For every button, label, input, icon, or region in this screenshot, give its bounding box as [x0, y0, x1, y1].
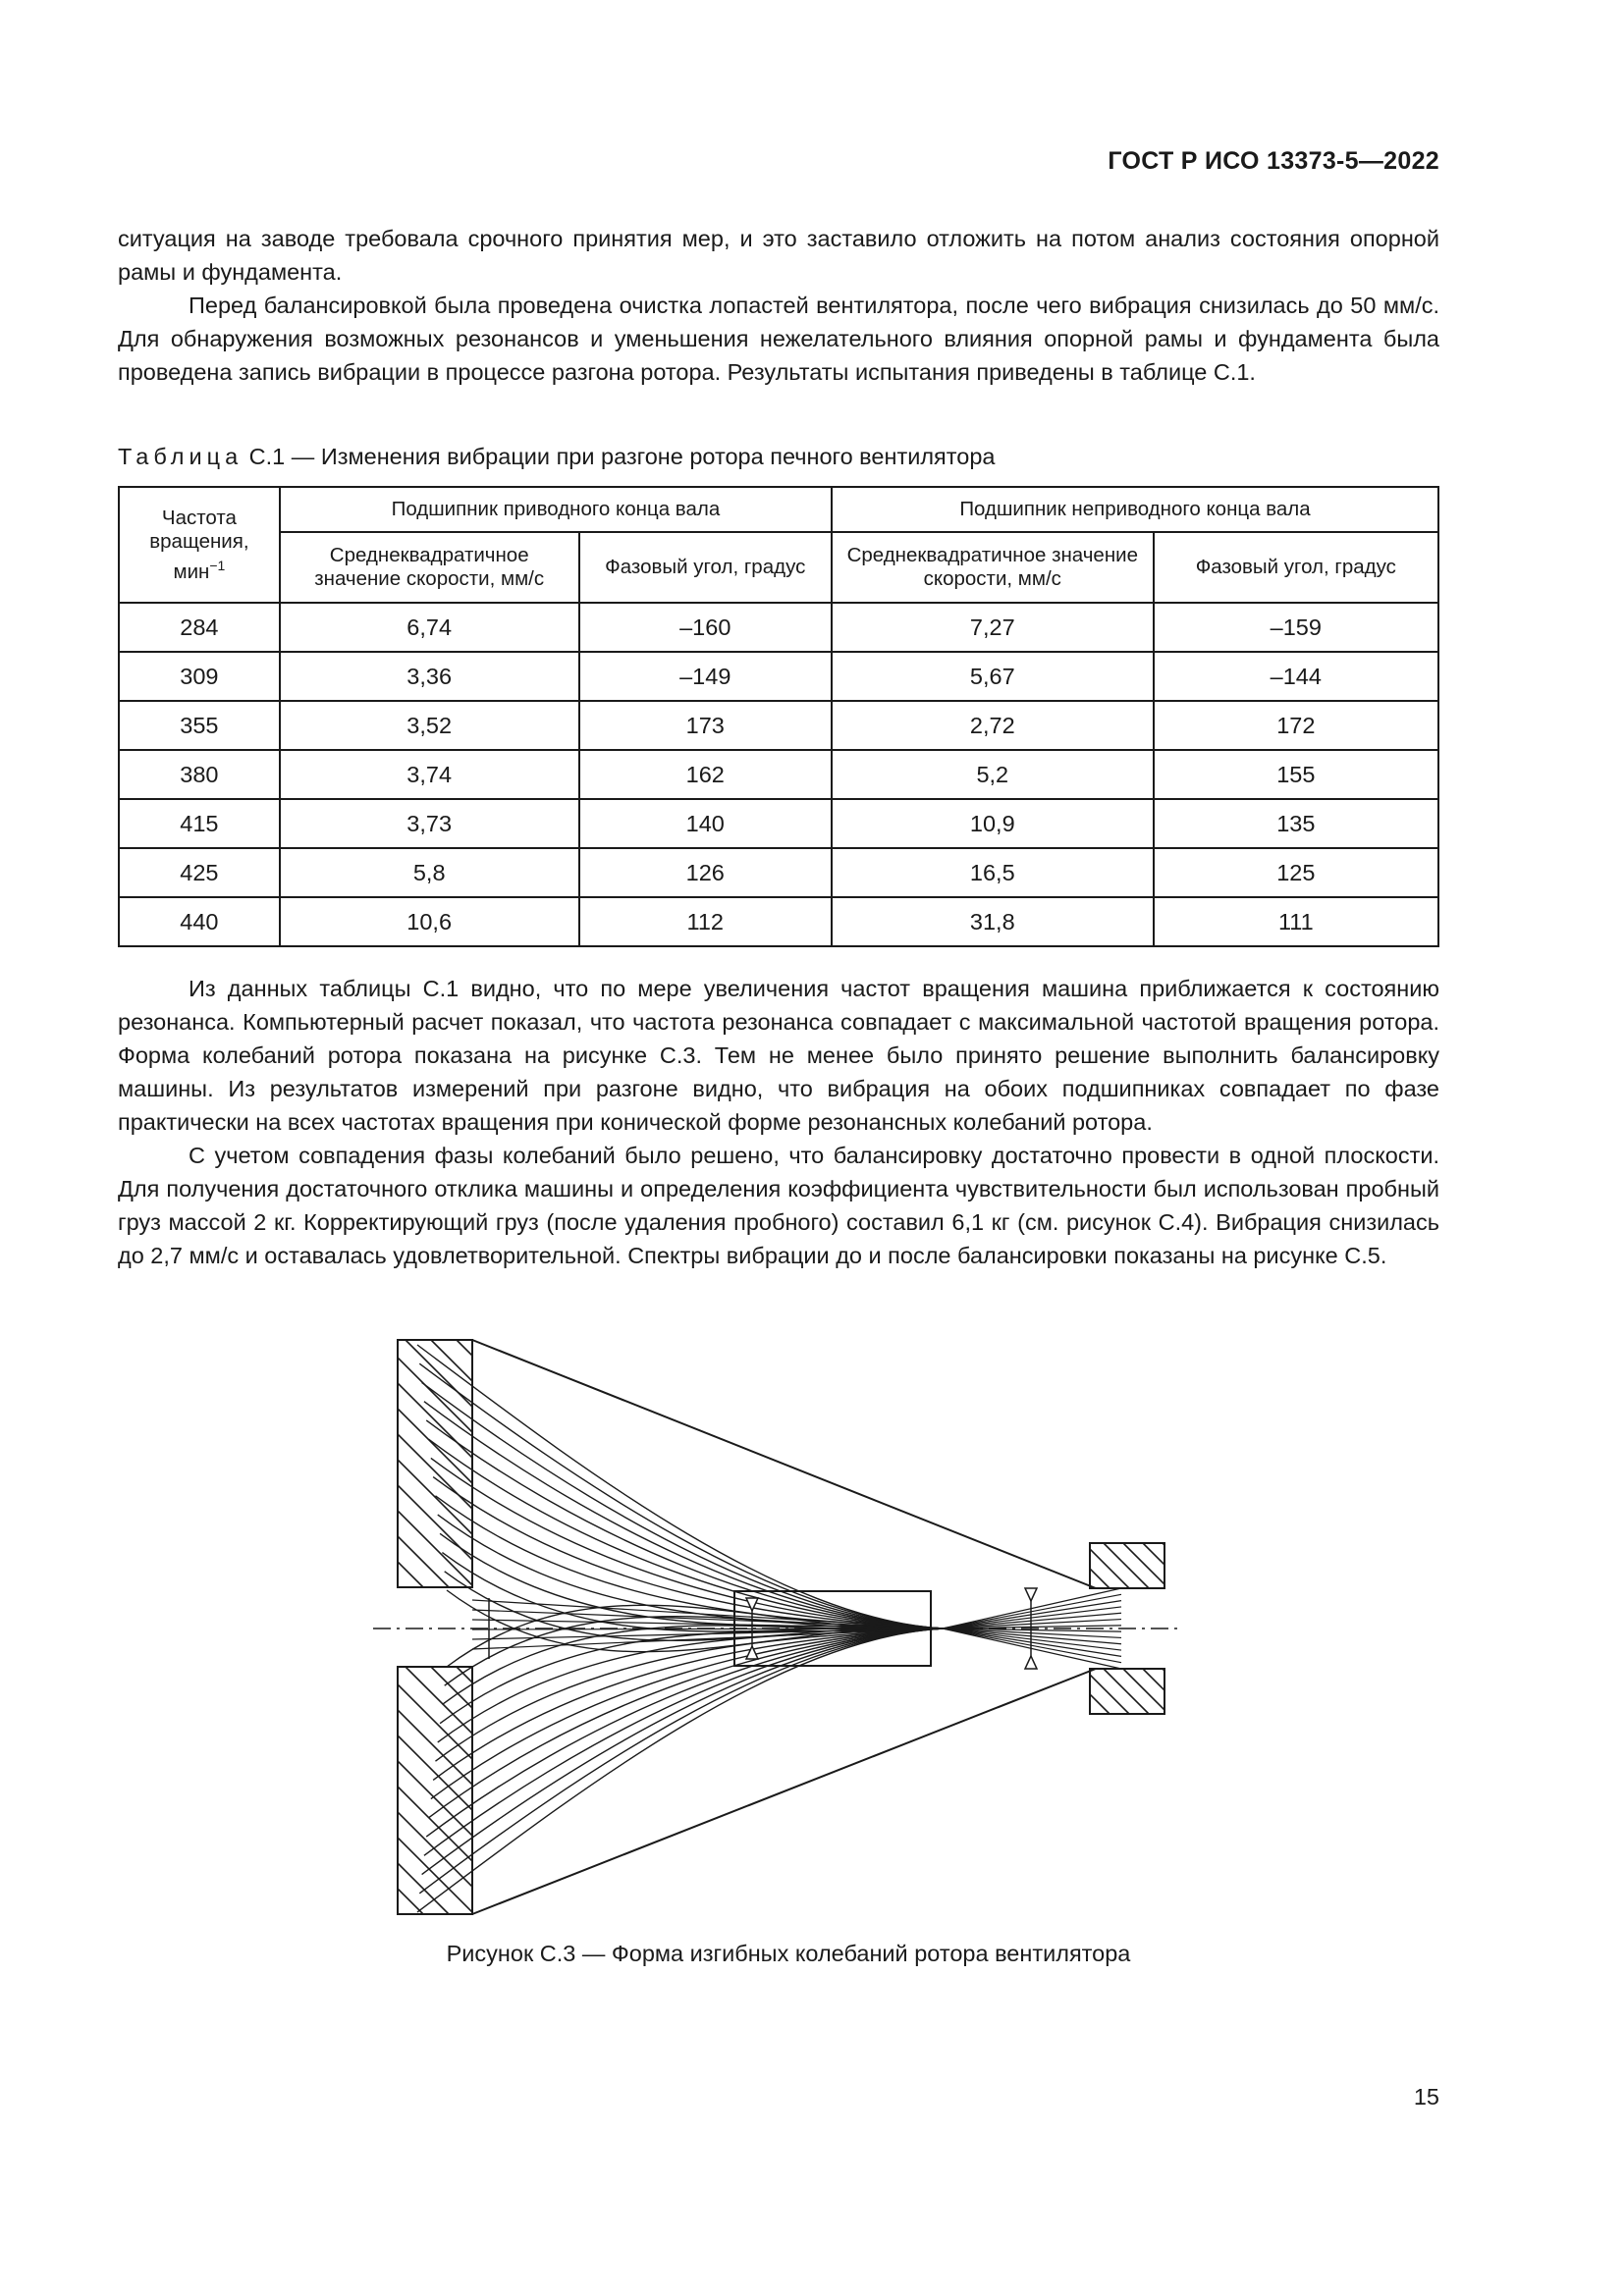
figure-caption: Рисунок С.3 — Форма изгибных колебаний ротора вентилятора — [446, 1941, 1131, 1966]
table-cell: 7,27 — [832, 603, 1154, 652]
table-cell: 112 — [579, 897, 832, 946]
mode-curve — [424, 1402, 943, 1629]
mode-curve — [943, 1629, 1121, 1650]
paragraph: Из данных таблицы С.1 видно, что по мере увеличения частот вращения машина приближается к состоянию резонанса. Компьютерный расчет показал, что частота резонанса совпадает с максимальной частотой вращения ротора. Форма колебаний ротора показана на рисунке С.3. Тем не менее было принято решение выполнить балансировку машины. Из результатов измерений при разгоне видно, что вибрация на обоих подшипниках совпадает по фазе практически на всех частотах вращения при конической форме резонансных колебаний ротора. — [118, 976, 1439, 1135]
table-caption-label: Таблица — [118, 444, 244, 469]
table-cell: 111 — [1154, 897, 1438, 946]
table-caption — [118, 440, 996, 473]
col-header-phase: Фазовый угол, градус — [1154, 532, 1438, 603]
table-cell: 6,74 — [280, 603, 579, 652]
table-row — [119, 701, 1438, 750]
document-header: ГОСТ Р ИСО 13373-5—2022 — [1108, 147, 1439, 175]
taper-line-upper — [472, 1340, 1096, 1588]
col-group-drive-end: Подшипник приводного конца вала — [280, 487, 832, 532]
table-cell: –159 — [1154, 603, 1438, 652]
table-cell: 135 — [1154, 799, 1438, 848]
taper-line-lower — [472, 1669, 1096, 1914]
table-cell: 355 — [119, 701, 280, 750]
mode-curve — [426, 1629, 943, 1837]
table-cell: 2,72 — [832, 701, 1154, 750]
table-cell: 309 — [119, 652, 280, 701]
table-row — [119, 603, 1438, 652]
table-cell: 3,73 — [280, 799, 579, 848]
mode-curve — [440, 1629, 943, 1724]
intro-paragraphs — [118, 222, 1439, 389]
hatch-block — [1045, 1669, 1178, 1714]
table-cell: 125 — [1154, 848, 1438, 897]
table-caption-text: С.1 — Изменения вибрации при разгоне ротора печного вентилятора — [243, 444, 996, 469]
table-cell: 3,52 — [280, 701, 579, 750]
mode-curve — [440, 1533, 943, 1629]
table-cell: 155 — [1154, 750, 1438, 799]
paragraph: С учетом совпадения фазы колебаний было решено, что балансировку достаточно провести в одной плоскости. Для получения достаточного отклика машины и определения коэффициента чувствительности был использован пробный груз массой 2 кг. Корректирующий груз (после удаления пробного) составил 6,1 кг (см. рисунок С.4). Вибрация снизилась до 2,7 мм/с и оставалась удовлетворительной. Спектры вибрации до и после балансировки показаны на рисунке С.5. — [118, 1143, 1439, 1268]
mode-curve — [429, 1439, 943, 1629]
analysis-paragraphs — [118, 972, 1439, 1272]
table-cell: 3,74 — [280, 750, 579, 799]
col-group-nondrive-end: Подшипник неприводного конца вала — [832, 487, 1438, 532]
table-cell: 415 — [119, 799, 280, 848]
table-cell: 10,9 — [832, 799, 1154, 848]
table-row — [119, 848, 1438, 897]
rotor-mode-shape-drawing — [373, 1325, 1178, 1934]
paragraph: Перед балансировкой была проведена очистка лопастей вентилятора, после чего вибрация снизилась до 50 мм/с. Для обнаружения возможных резонансов и уменьшения нежелательного влияния опорной рамы и фундамента была проведена запись вибрации в процессе разгона ротора. Результаты испытания приведены в таблице С.1. — [118, 293, 1439, 385]
marker-triangle — [1025, 1588, 1037, 1601]
mode-curve — [435, 1496, 943, 1629]
table-cell: 5,8 — [280, 848, 579, 897]
table-row — [119, 652, 1438, 701]
marker-triangle — [1025, 1656, 1037, 1669]
table-cell: 173 — [579, 701, 832, 750]
hatch-block — [1045, 1543, 1178, 1588]
table-row — [119, 897, 1438, 946]
table-cell: 5,67 — [832, 652, 1154, 701]
vibration-table — [118, 486, 1439, 947]
table-cell: –160 — [579, 603, 832, 652]
table-cell: 140 — [579, 799, 832, 848]
table-cell: 440 — [119, 897, 280, 946]
rotor-mode-shape-figure — [373, 1325, 1178, 1934]
table-cell: –144 — [1154, 652, 1438, 701]
table-cell: 31,8 — [832, 897, 1154, 946]
mode-curve — [433, 1629, 943, 1780]
mode-curve — [429, 1629, 943, 1818]
mode-curve — [943, 1607, 1121, 1629]
col-header-rms: Среднеквадратичное значение скорости, мм/с — [832, 532, 1154, 603]
mode-curve — [424, 1629, 943, 1855]
page-number: 15 — [1413, 2084, 1439, 2109]
table-cell: 10,6 — [280, 897, 579, 946]
mode-curve — [426, 1420, 943, 1629]
table-cell: –149 — [579, 652, 832, 701]
table-row — [119, 799, 1438, 848]
table-cell: 5,2 — [832, 750, 1154, 799]
left-hub-lower — [398, 1667, 472, 1914]
mode-curve — [433, 1477, 943, 1629]
paragraph: ситуация на заводе требовала срочного принятия мер, и это заставило отложить на потом анализ состояния опорной рамы и фундамента. — [118, 226, 1439, 285]
table-cell: 172 — [1154, 701, 1438, 750]
col-header-phase: Фазовый угол, градус — [579, 532, 832, 603]
col-header-rms: Среднеквадратичное значение скорости, мм/с — [280, 532, 579, 603]
table-cell: 3,36 — [280, 652, 579, 701]
mode-curve — [435, 1629, 943, 1761]
table-cell: 284 — [119, 603, 280, 652]
table-cell: 380 — [119, 750, 280, 799]
hatch-block — [373, 1667, 959, 1914]
col-header-speed: Частота вращения, мин$^{-1}$ — [119, 487, 280, 603]
table-row — [119, 750, 1438, 799]
table-cell: 162 — [579, 750, 832, 799]
table-cell: 126 — [579, 848, 832, 897]
table-cell: 16,5 — [832, 848, 1154, 897]
table-cell: 425 — [119, 848, 280, 897]
